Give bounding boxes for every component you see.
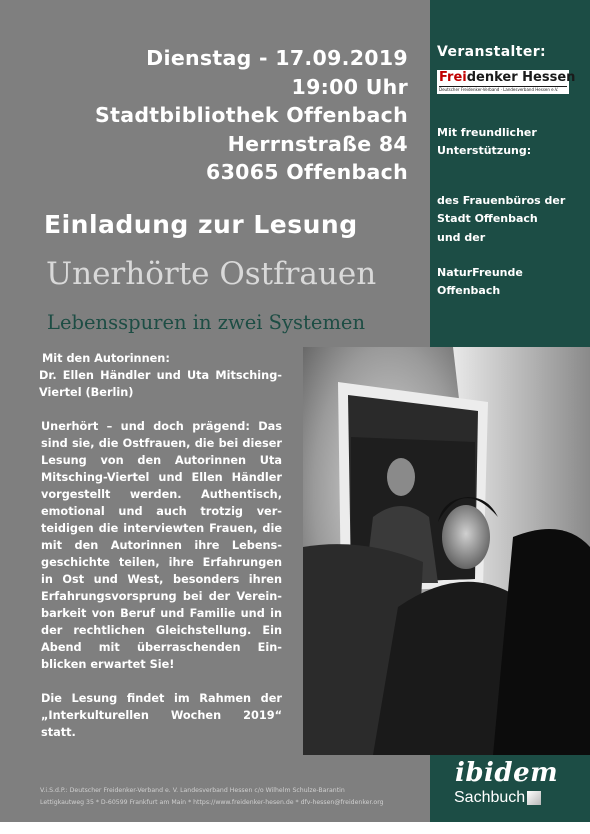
backer-naturfreunde: NaturFreunde Offenbach bbox=[437, 266, 523, 297]
imprint-label: Sachbuch bbox=[454, 789, 526, 806]
logo-part-1: Frei bbox=[439, 70, 467, 85]
book-subtitle: Lebensspuren in zwei Systemen bbox=[47, 311, 366, 334]
footer-line-2: Lettigkautweg 35 * D-60599 Frankfurt am Main * https://www.freidenker-hesen.de * dfv-hessen@freidenker.org bbox=[40, 799, 384, 806]
freidenker-hessen-logo bbox=[437, 70, 576, 94]
logo-part-2: denker Hessen bbox=[466, 70, 576, 85]
authors-intro: Mit den Autorinnen: bbox=[42, 352, 170, 365]
publisher-logo: ibidem bbox=[455, 758, 559, 788]
photo-illustration bbox=[303, 347, 590, 755]
event-date: Dienstag - 17.09.2019 bbox=[146, 46, 408, 70]
event-venue: Stadtbibliothek Offenbach bbox=[95, 103, 408, 127]
event-time: 19:00 Uhr bbox=[291, 74, 408, 99]
authors-names: Dr. Ellen Händler und Uta Mitsching-Viertel (Berlin) bbox=[39, 369, 282, 399]
event-details bbox=[95, 44, 408, 187]
event-city: 63065 Offenbach bbox=[206, 160, 408, 184]
support-label: Mit freundlicher Unterstützung: bbox=[437, 126, 537, 157]
publisher-imprint bbox=[454, 789, 541, 807]
und-der-label: und der bbox=[437, 231, 486, 244]
book-title: Unerhörte Ostfrauen bbox=[46, 256, 377, 292]
footer-imprint bbox=[40, 785, 420, 809]
event-description: Unerhört – und doch prägend: Das sind sie, die Ostfrauen, die bei dieser Lesung von den Autorinnen Uta Mitsching-Viertel und Ellen Händler vorgestellt werden. Authentisch, emotional und auch trotzig verteidigen die interviewten Frauen, die mit den Autorinnen ihre Lebensgeschichte teilen, ihre Erfahrungen in Ost und West, besonders ihren Erfahrungsvorsprung bei der Vereinbarkeit von Beruf und Familie und in der rechtlichen Gleichstellung. Ein Abend mit überraschenden Einblicken erwartet Sie! bbox=[41, 420, 282, 671]
footer-line-1: V.i.S.d.P.: Deutscher Freidenker-Verband e. V. Landesverband Hessen c/o Wilhelm Schulze-Barantin bbox=[40, 787, 345, 794]
bottom-margin bbox=[0, 822, 590, 834]
imprint-square-icon bbox=[527, 791, 541, 805]
authors-photo bbox=[303, 347, 590, 755]
backer-frauenbuero: des Frauenbüros der Stadt Offenbach bbox=[437, 194, 566, 225]
organizer-label: Veranstalter: bbox=[437, 44, 547, 60]
event-street: Herrnstraße 84 bbox=[227, 131, 408, 156]
closing-note: Die Lesung findet im Rahmen der „Interkulturellen Wochen 2019“ statt. bbox=[41, 692, 282, 739]
body-text bbox=[39, 350, 282, 741]
invitation-heading: Einladung zur Lesung bbox=[44, 210, 358, 239]
logo-tagline: Deutscher Freidenker-Verband · Landesverband Hessen e.V. bbox=[439, 87, 559, 92]
